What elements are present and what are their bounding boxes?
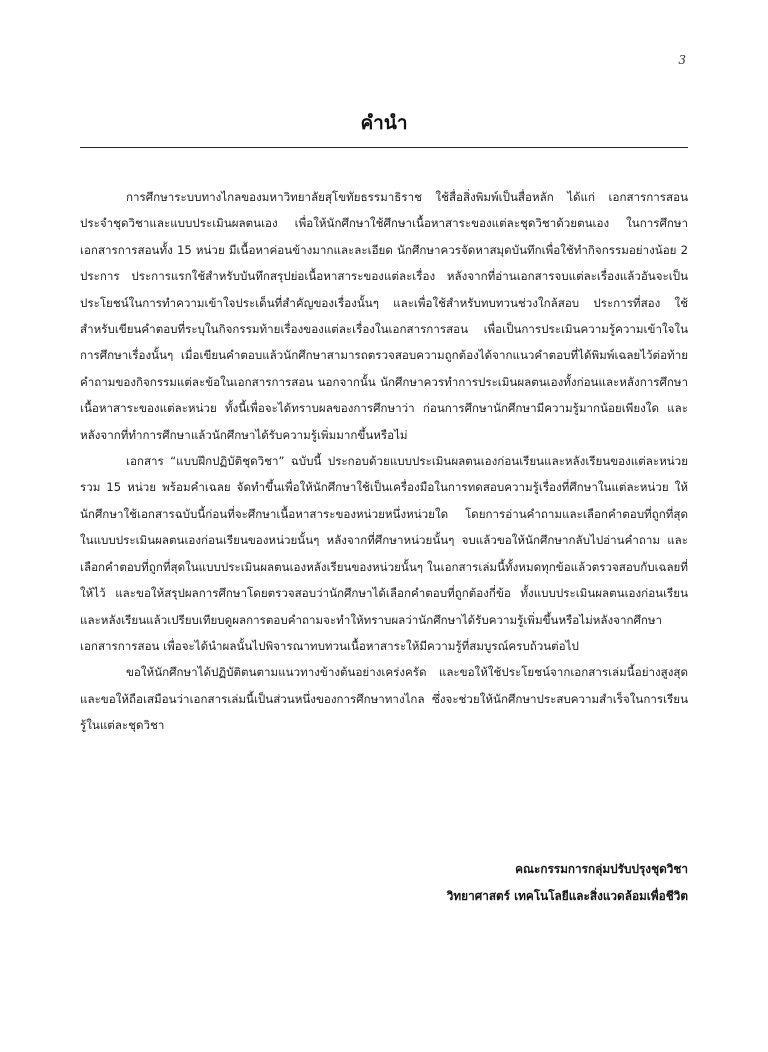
paragraph-2: เอกสาร “แบบฝึกปฏิบัติชุดวิชา” ฉบับนี้ ประกอบด้วยแบบประเมินผลตนเองก่อนเรียนและหลังเรียนของแต่ละหน่วย รวม 15 หน่วย พร้อมคำเฉลย จัดทำขึ้นเพื่อให้นักศึกษาใช้เป็นเครื่องมือในการทดสอบความรู้เรื่องที่ศึกษาในแต่ละหน่วย ให้นักศึกษาใช้เอกสารฉบับนี้ก่อนที่จะศึกษาเนื้อหาสาระของหน่วยหนึ่งหน่วยใด โดยการอ่านคำถามและเลือกคำตอบที่ถูกที่สุดในแบบประเมินผลตนเองก่อนเรียนของหน่วยนั้นๆ หลังจากที่ศึกษาหน่วยนั้นๆ จบแล้วขอให้นักศึกษากลับไปอ่านคำถาม และเลือกคำตอบที่ถูกที่สุดในแบบประเมินผลตนเองหลังเรียนของหน่วยนั้นๆ ในเอกสารเล่มนี้ทั้งหมดทุกข้อแล้วตรวจสอบกับเฉลยที่ให้ไว้ และขอให้สรุปผลการศึกษาโดยตรวจสอบว่านักศึกษาได้เลือกคำตอบที่ถูกต้องกี่ข้อ ทั้งแบบประเมินผลตนเองก่อนเรียนและหลังเรียนแล้วเปรียบเทียบดูผลการตอบคำถามจะทำให้ทราบผลว่านักศึกษาได้รับความรู้เพิ่มขึ้นหรือไม่หลังจากศึกษาเอกสารการสอน เพื่อจะได้นำผลนั้นไปพิจารณาทบทวนเนื้อหาสาระให้มีความรู้ที่สมบูรณ์ครบถ้วนต่อไป — [80, 454, 688, 653]
signature-committee: คณะกรรมการกลุ่มปรับปรุงชุดวิชา — [515, 862, 688, 876]
signature-department: วิทยาศาสตร์ เทคโนโลยีและสิ่งแวดล้อมเพื่อชีวิต — [446, 889, 688, 903]
page-number: 3 — [678, 53, 686, 67]
page-title: คำนำ — [360, 112, 408, 134]
title-divider — [80, 147, 688, 148]
preface-body — [80, 184, 688, 739]
signature-block — [447, 856, 688, 910]
paragraph-1: การศึกษาระบบทางไกลของมหาวิทยาลัยสุโขทัยธรรมาธิราช ใช้สื่อสิ่งพิมพ์เป็นสื่อหลัก ได้แก่ เอกสารการสอนประจำชุดวิชาและแบบประเมินผลตนเอง เพื่อให้นักศึกษาใช้ศึกษาเนื้อหาสาระของแต่ละชุดวิชาด้วยตนเอง ในการศึกษาเอกสารการสอนทั้ง 15 หน่วย มีเนื้อหาค่อนข้างมากและละเอียด นักศึกษาควรจัดหาสมุดบันทึกเพื่อใช้ทำกิจกรรมอย่างน้อย 2 ประการ ประการแรกใช้สำหรับบันทึกสรุปย่อเนื้อหาสาระของแต่ละเรื่อง หลังจากที่อ่านเอกสารจบแต่ละเรื่องแล้วอันจะเป็นประโยชน์ในการทำความเข้าใจประเด็นที่สำคัญของเรื่องนั้นๆ และเพื่อใช้สำหรับทบทวนช่วงใกล้สอบ ประการที่สอง ใช้สำหรับเขียนคำตอบที่ระบุในกิจกรรมท้ายเรื่องของแต่ละเรื่องในเอกสารการสอน เพื่อเป็นการประเมินความรู้ความเข้าใจในการศึกษาเรื่องนั้นๆ เมื่อเขียนคำตอบแล้วนักศึกษาสามารถตรวจสอบความถูกต้องได้จากแนวคำตอบที่ได้พิมพ์เฉลยไว้ต่อท้ายคำถามของกิจกรรมแต่ละข้อในเอกสารการสอน นอกจากนั้น นักศึกษาควรทำการประเมินผลตนเองทั้งก่อนและหลังการศึกษาเนื้อหาสาระของแต่ละหน่วย ทั้งนี้เพื่อจะได้ทราบผลของการศึกษาว่า ก่อนการศึกษานักศึกษามีความรู้มากน้อยเพียงใด และหลังจากที่ทำการศึกษาแล้วนักศึกษาได้รับความรู้เพิ่มมากขึ้นหรือไม่ — [80, 190, 688, 442]
paragraph-3: ขอให้นักศึกษาได้ปฏิบัติตนตามแนวทางข้างต้นอย่างเคร่งครัด และขอให้ใช้ประโยชน์จากเอกสารเล่มนี้อย่างสูงสุด และขอให้ถือเสมือนว่าเอกสารเล่มนี้เป็นส่วนหนึ่งของการศึกษาทางไกล ซึ่งจะช่วยให้นักศึกษาประสบความสำเร็จในการเรียนรู้ในแต่ละชุดวิชา — [80, 665, 688, 733]
